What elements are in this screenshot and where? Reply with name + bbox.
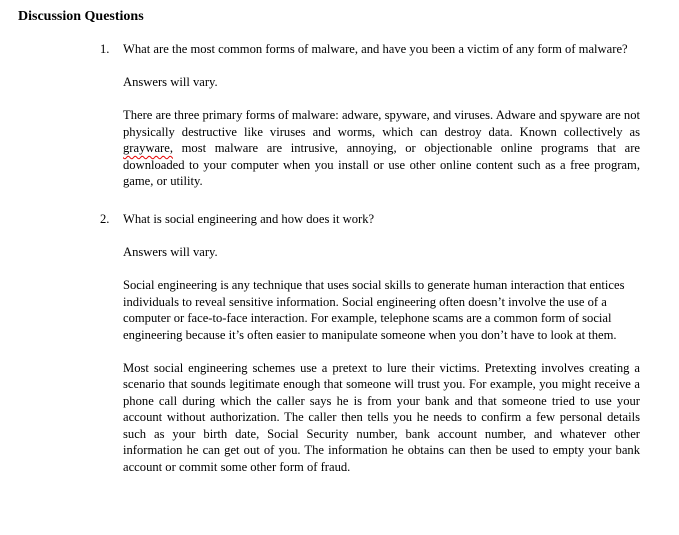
question-item-2 (100, 211, 640, 492)
answer-note: Answers will vary. (123, 245, 218, 259)
answer-paragraph (123, 107, 640, 190)
misspelled-word: grayware, (123, 141, 173, 155)
question-number: 1. (100, 42, 110, 56)
question-text: What is social engineering and how does it work? (123, 212, 375, 226)
answer-note: Answers will vary. (123, 75, 218, 89)
discussion-question-list (100, 41, 640, 492)
paragraph-text: most malware are intrusive, annoying, or objectionable online programs that are downloaded to your computer when you install or use other online content such as a free program, game, or utility. (123, 141, 640, 188)
question-body (123, 41, 640, 206)
paragraph-text: There are three primary forms of malware: adware, spyware, and viruses. Adware and spyware are not physically destructive like viruses and worms, which can destroy data. Known collectively as (123, 108, 640, 139)
question-text: What are the most common forms of malware, and have you been a victim of any form of malware? (123, 42, 628, 56)
answer-paragraph: Social engineering is any technique that uses social skills to generate human interaction that entices individuals to reveal sensitive information. Social engineering often doesn’t involve the use of a computer or face-to-face interaction. For example, telephone scams are a common form of social engineering because it’s often easier to manipulate someone when you don’t have to look at them. (123, 278, 625, 342)
page-title: Discussion Questions (18, 9, 144, 24)
question-number: 2. (100, 212, 110, 226)
question-body (123, 211, 640, 492)
answer-paragraph: Most social engineering schemes use a pretext to lure their victims. Pretexting involves creating a scenario that sounds legitimate enough that someone will trust you. For example, you might receive a phone call during which the caller says he is from your bank and that someone tried to use your account without authorization. The caller then tells you he needs to confirm a few personal details such as your birth date, Social Security number, bank account number, and whatever other information he can get out of you. The information he obtains can then be used to empty your bank account or commit some other form of fraud. (123, 360, 640, 474)
question-item-1 (100, 41, 640, 206)
